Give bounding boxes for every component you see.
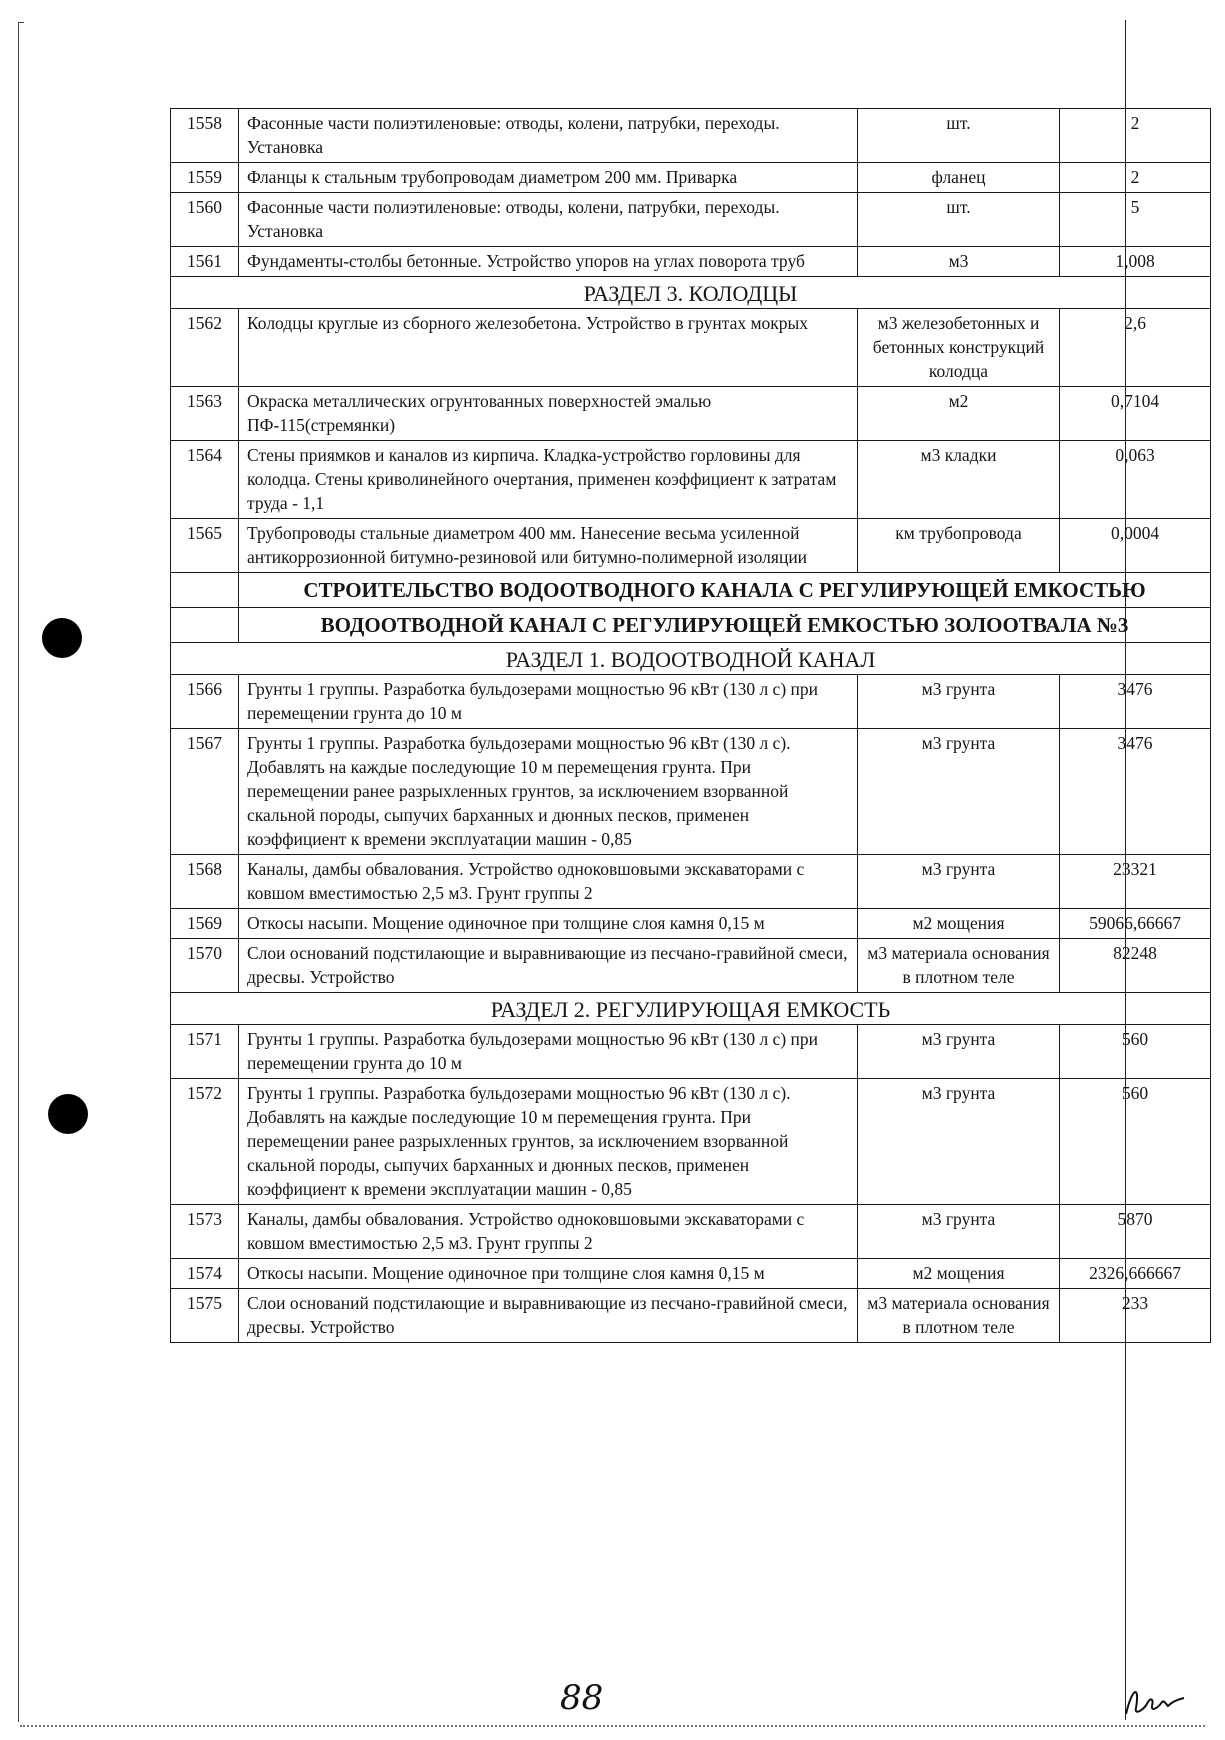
quantity-cell: 59066,66667 bbox=[1060, 909, 1211, 939]
page-number: 88 bbox=[560, 1678, 604, 1718]
table-row bbox=[171, 163, 1211, 193]
description-cell: Каналы, дамбы обвалования. Устройство одноковшовыми экскаваторами с ковшом вместимостью 2,5 м3. Грунт группы 2 bbox=[239, 1205, 858, 1259]
unit-cell: м3 кладки bbox=[858, 441, 1060, 519]
quantity-cell: 2 bbox=[1060, 109, 1211, 163]
row-number-cell: 1564 bbox=[171, 441, 239, 519]
unit-cell: м2 мощения bbox=[858, 909, 1060, 939]
table-row bbox=[171, 855, 1211, 909]
table-row bbox=[171, 1289, 1211, 1343]
quantity-cell: 23321 bbox=[1060, 855, 1211, 909]
description-cell: Грунты 1 группы. Разработка бульдозерами мощностью 96 кВт (130 л с) при перемещении грунта до 10 м bbox=[239, 675, 858, 729]
row-number-cell: 1572 bbox=[171, 1079, 239, 1205]
description-cell: Колодцы круглые из сборного железобетона. Устройство в грунтах мокрых bbox=[239, 309, 858, 387]
table-row bbox=[171, 1259, 1211, 1289]
description-cell: Слои оснований подстилающие и выравнивающие из песчано-гравийной смеси, дресвы. Устройство bbox=[239, 939, 858, 993]
description-cell: Фасонные части полиэтиленовые: отводы, колени, патрубки, переходы. Установка bbox=[239, 109, 858, 163]
unit-cell: м3 материала основания в плотном теле bbox=[858, 939, 1060, 993]
section-row bbox=[171, 993, 1211, 1025]
punch-hole-icon bbox=[42, 618, 82, 658]
table-row bbox=[171, 193, 1211, 247]
row-number-cell: 1575 bbox=[171, 1289, 239, 1343]
row-number-cell: 1567 bbox=[171, 729, 239, 855]
row-number-cell: 1565 bbox=[171, 519, 239, 573]
row-number-cell: 1558 bbox=[171, 109, 239, 163]
row-number-cell: 1562 bbox=[171, 309, 239, 387]
row-number-cell: 1560 bbox=[171, 193, 239, 247]
punch-hole-icon bbox=[48, 1094, 88, 1134]
description-cell: Фланцы к стальным трубопроводам диаметром 200 мм. Приварка bbox=[239, 163, 858, 193]
description-cell: Стены приямков и каналов из кирпича. Кладка-устройство горловины для колодца. Стены криволинейного очертания, применен коэффициент к затратам труда - 1,1 bbox=[239, 441, 858, 519]
row-number-cell: 1570 bbox=[171, 939, 239, 993]
section-row bbox=[171, 643, 1211, 675]
table-row bbox=[171, 109, 1211, 163]
table-row bbox=[171, 675, 1211, 729]
handwritten-signature-icon bbox=[1118, 1680, 1188, 1720]
quantity-cell: 2,6 bbox=[1060, 309, 1211, 387]
section-row bbox=[171, 277, 1211, 309]
table-row bbox=[171, 1205, 1211, 1259]
heading-title: ВОДООТВОДНОЙ КАНАЛ С РЕГУЛИРУЮЩЕЙ ЕМКОСТЬЮ ЗОЛООТВАЛА №3 bbox=[239, 608, 1211, 643]
section-title: РАЗДЕЛ 3. КОЛОДЦЫ bbox=[171, 277, 1211, 309]
description-cell: Откосы насыпи. Мощение одиночное при толщине слоя камня 0,15 м bbox=[239, 909, 858, 939]
table-row bbox=[171, 939, 1211, 993]
description-cell: Фасонные части полиэтиленовые: отводы, колени, патрубки, переходы. Установка bbox=[239, 193, 858, 247]
unit-cell: м3 грунта bbox=[858, 1205, 1060, 1259]
description-cell: Слои оснований подстилающие и выравнивающие из песчано-гравийной смеси, дресвы. Устройство bbox=[239, 1289, 858, 1343]
estimate-table bbox=[170, 108, 1211, 1343]
quantity-cell: 5870 bbox=[1060, 1205, 1211, 1259]
unit-cell: м2 bbox=[858, 387, 1060, 441]
row-number-cell: 1569 bbox=[171, 909, 239, 939]
row-number-cell: 1573 bbox=[171, 1205, 239, 1259]
unit-cell: м3 грунта bbox=[858, 1079, 1060, 1205]
scan-bottom-dashes bbox=[20, 1725, 1205, 1727]
heading-row bbox=[171, 573, 1211, 608]
unit-cell: км трубопровода bbox=[858, 519, 1060, 573]
description-cell: Грунты 1 группы. Разработка бульдозерами мощностью 96 кВт (130 л с). Добавлять на каждые последующие 10 м перемещения грунта. При перемещении ранее разрыхленных грунтов, за исключением взорванной скальной породы, сыпучих барханных и дюнных песков, применен коэффициент к времени эксплуатации машин - 0,85 bbox=[239, 1079, 858, 1205]
description-cell: Грунты 1 группы. Разработка бульдозерами мощностью 96 кВт (130 л с). Добавлять на каждые последующие 10 м перемещения грунта. При перемещении ранее разрыхленных грунтов, за исключением взорванной скальной породы, сыпучих барханных и дюнных песков, применен коэффициент к времени эксплуатации машин - 0,85 bbox=[239, 729, 858, 855]
quantity-cell: 560 bbox=[1060, 1025, 1211, 1079]
quantity-cell: 3476 bbox=[1060, 729, 1211, 855]
unit-cell: м2 мощения bbox=[858, 1259, 1060, 1289]
table-row bbox=[171, 519, 1211, 573]
table-row bbox=[171, 1079, 1211, 1205]
unit-cell: м3 грунта bbox=[858, 729, 1060, 855]
quantity-cell: 0,063 bbox=[1060, 441, 1211, 519]
heading-title: СТРОИТЕЛЬСТВО ВОДООТВОДНОГО КАНАЛА С РЕГУЛИРУЮЩЕЙ ЕМКОСТЬЮ bbox=[239, 573, 1211, 608]
description-cell: Каналы, дамбы обвалования. Устройство одноковшовыми экскаваторами с ковшом вместимостью 2,5 м3. Грунт группы 2 bbox=[239, 855, 858, 909]
estimate-table-body bbox=[171, 109, 1211, 1343]
quantity-cell: 1,008 bbox=[1060, 247, 1211, 277]
table-row bbox=[171, 309, 1211, 387]
unit-cell: м3 грунта bbox=[858, 1025, 1060, 1079]
row-number-cell: 1568 bbox=[171, 855, 239, 909]
unit-cell: м3 железобетонных и бетонных конструкций колодца bbox=[858, 309, 1060, 387]
quantity-cell: 2 bbox=[1060, 163, 1211, 193]
blank-cell bbox=[171, 573, 239, 608]
table-row bbox=[171, 729, 1211, 855]
unit-cell: шт. bbox=[858, 193, 1060, 247]
row-number-cell: 1559 bbox=[171, 163, 239, 193]
scan-edge-tick bbox=[18, 22, 24, 23]
section-title: РАЗДЕЛ 1. ВОДООТВОДНОЙ КАНАЛ bbox=[171, 643, 1211, 675]
description-cell: Окраска металлических огрунтованных поверхностей эмалью ПФ-115(стремянки) bbox=[239, 387, 858, 441]
quantity-cell: 5 bbox=[1060, 193, 1211, 247]
unit-cell: м3 грунта bbox=[858, 855, 1060, 909]
description-cell: Фундаменты-столбы бетонные. Устройство упоров на углах поворота труб bbox=[239, 247, 858, 277]
unit-cell: м3 грунта bbox=[858, 675, 1060, 729]
row-number-cell: 1574 bbox=[171, 1259, 239, 1289]
quantity-cell: 0,0004 bbox=[1060, 519, 1211, 573]
unit-cell: фланец bbox=[858, 163, 1060, 193]
quantity-cell: 82248 bbox=[1060, 939, 1211, 993]
row-number-cell: 1566 bbox=[171, 675, 239, 729]
quantity-cell: 233 bbox=[1060, 1289, 1211, 1343]
unit-cell: м3 bbox=[858, 247, 1060, 277]
unit-cell: шт. bbox=[858, 109, 1060, 163]
quantity-cell: 560 bbox=[1060, 1079, 1211, 1205]
section-title: РАЗДЕЛ 2. РЕГУЛИРУЮЩАЯ ЕМКОСТЬ bbox=[171, 993, 1211, 1025]
description-cell: Откосы насыпи. Мощение одиночное при толщине слоя камня 0,15 м bbox=[239, 1259, 858, 1289]
row-number-cell: 1571 bbox=[171, 1025, 239, 1079]
description-cell: Трубопроводы стальные диаметром 400 мм. Нанесение весьма усиленной антикоррозионной битумно-резиновой или битумно-полимерной изоляции bbox=[239, 519, 858, 573]
quantity-cell: 2326,666667 bbox=[1060, 1259, 1211, 1289]
description-cell: Грунты 1 группы. Разработка бульдозерами мощностью 96 кВт (130 л с) при перемещении грунта до 10 м bbox=[239, 1025, 858, 1079]
table-row bbox=[171, 441, 1211, 519]
table-row bbox=[171, 909, 1211, 939]
row-number-cell: 1561 bbox=[171, 247, 239, 277]
row-number-cell: 1563 bbox=[171, 387, 239, 441]
table-row bbox=[171, 387, 1211, 441]
heading-row bbox=[171, 608, 1211, 643]
table-row bbox=[171, 247, 1211, 277]
table-row bbox=[171, 1025, 1211, 1079]
scan-edge-line bbox=[18, 22, 19, 1722]
quantity-cell: 0,7104 bbox=[1060, 387, 1211, 441]
quantity-cell: 3476 bbox=[1060, 675, 1211, 729]
blank-cell bbox=[171, 608, 239, 643]
unit-cell: м3 материала основания в плотном теле bbox=[858, 1289, 1060, 1343]
